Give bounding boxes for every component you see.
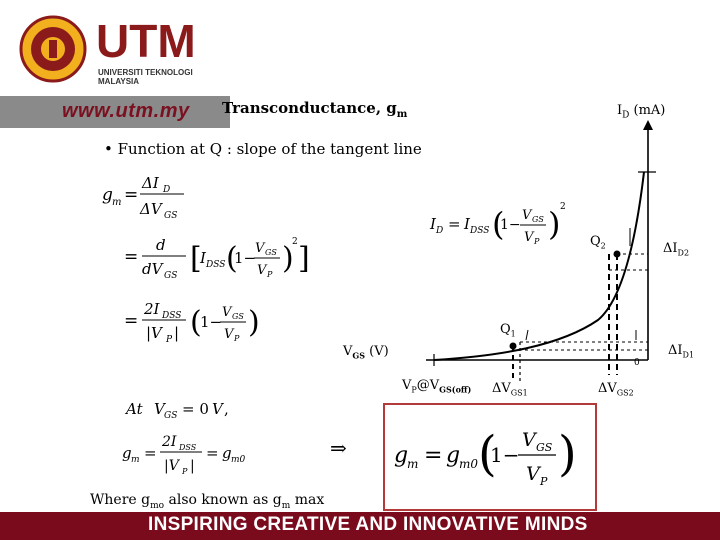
svg-text:V: V xyxy=(257,263,267,278)
svg-text:V: V xyxy=(255,241,265,256)
svg-text:m0: m0 xyxy=(459,457,479,471)
svg-text:dV: dV xyxy=(142,260,163,278)
svg-text:V: V xyxy=(522,429,536,451)
transfer-curve xyxy=(434,172,644,360)
svg-text:I: I xyxy=(430,215,436,233)
svg-text:m: m xyxy=(131,455,140,465)
delta-id2-label: $\Delta I_{D2}$ xyxy=(663,241,690,258)
svg-text:=: = xyxy=(424,443,443,468)
svg-text:): ) xyxy=(558,426,577,482)
transfer-curve-graph xyxy=(330,120,720,410)
svg-text:DSS: DSS xyxy=(162,311,182,321)
svg-text:(: ( xyxy=(478,426,497,482)
svg-text:= 0: = 0 xyxy=(182,400,209,418)
svg-text:P: P xyxy=(267,270,273,279)
svg-text:|V: |V xyxy=(164,458,179,474)
x-axis-label: $V_{GS}$ (V) xyxy=(343,344,389,361)
svg-text:m: m xyxy=(407,457,419,471)
website-text: www.utm.my xyxy=(62,100,190,122)
svg-text:V: V xyxy=(222,305,232,320)
gm-final-equation xyxy=(390,412,590,502)
q2-label: $Q_2$ xyxy=(590,234,606,251)
svg-text:V: V xyxy=(524,230,534,245)
svg-text:GS: GS xyxy=(536,441,553,454)
svg-text:DSS: DSS xyxy=(470,226,490,236)
svg-text:I: I xyxy=(464,215,470,233)
svg-text:GS: GS xyxy=(265,248,277,257)
footer-slogan: INSPIRING CREATIVE AND INNOVATIVE MINDS xyxy=(148,514,588,535)
svg-text:]: ] xyxy=(298,241,310,276)
delta-id1-label: $\Delta I_{D1}$ xyxy=(668,343,695,360)
svg-text:): ) xyxy=(548,205,561,243)
svg-text:P: P xyxy=(534,237,540,246)
gm0-equations xyxy=(120,392,320,482)
svg-text:=: = xyxy=(124,311,139,331)
svg-text:V: V xyxy=(154,400,165,418)
svg-text:D: D xyxy=(163,185,171,195)
svg-text:g: g xyxy=(394,443,409,468)
svg-text:=: = xyxy=(448,215,461,233)
svg-text:(: ( xyxy=(190,305,202,340)
q1-label: $Q_1$ xyxy=(500,322,516,339)
svg-text:1−: 1− xyxy=(490,443,520,467)
svg-text:g: g xyxy=(446,443,461,468)
svg-text:=: = xyxy=(144,444,157,462)
svg-text:DSS: DSS xyxy=(179,443,197,452)
svg-text:m0: m0 xyxy=(231,455,246,465)
svg-text:GS: GS xyxy=(532,215,544,224)
svg-text:V: V xyxy=(522,208,532,223)
where-note: Where $g_{mo}$ also known as $g_m$ max xyxy=(90,492,325,511)
slide-title: Transconductance, $g_m$ xyxy=(222,99,408,120)
svg-text:2I: 2I xyxy=(144,300,160,318)
y-axis-arrow-icon xyxy=(643,120,653,130)
svg-text:D: D xyxy=(436,226,444,236)
delta-vgs2-label: $\Delta V_{GS2}$ xyxy=(598,381,634,398)
svg-text:|: | xyxy=(174,324,180,342)
delta-vgs1-label: $\Delta V_{GS1}$ xyxy=(492,381,528,398)
svg-text:): ) xyxy=(282,241,294,276)
svg-text:(: ( xyxy=(226,241,238,276)
utm-crest-icon xyxy=(18,14,88,84)
svg-text:[: [ xyxy=(190,241,202,276)
y-axis-label: $I_D$ (mA) xyxy=(617,103,666,121)
svg-text:I: I xyxy=(200,249,206,267)
svg-text:2I: 2I xyxy=(162,434,177,450)
origin-label: 0 xyxy=(634,358,640,368)
svg-text:P: P xyxy=(540,475,548,488)
svg-text:(: ( xyxy=(492,205,505,243)
svg-text:ΔI: ΔI xyxy=(142,174,159,192)
logo-wordmark: UTM xyxy=(96,15,196,67)
svg-text:g: g xyxy=(122,444,132,462)
svg-text:At: At xyxy=(126,400,143,418)
svg-text:GS: GS xyxy=(164,411,178,421)
svg-text:P: P xyxy=(182,467,188,476)
svg-text:=: = xyxy=(206,444,219,462)
vp-label: $V_P@V_{GS(off)}$ xyxy=(402,378,472,395)
svg-text:ΔV: ΔV xyxy=(140,200,162,218)
svg-text:GS: GS xyxy=(164,271,178,281)
svg-text:GS: GS xyxy=(164,211,178,221)
svg-text:g: g xyxy=(222,444,232,462)
svg-text:|V: |V xyxy=(146,324,162,342)
svg-text:1−: 1− xyxy=(500,217,521,233)
svg-text:): ) xyxy=(248,305,260,340)
svg-text:|: | xyxy=(190,458,195,474)
svg-text:g: g xyxy=(102,185,113,205)
svg-text:1−: 1− xyxy=(200,313,223,331)
svg-text:P: P xyxy=(234,334,240,343)
bullet-point: • Function at Q : slope of the tangent line xyxy=(104,140,422,158)
svg-text:m: m xyxy=(112,197,122,208)
gm-definition-equations xyxy=(100,170,320,350)
svg-text:V: V xyxy=(212,400,223,418)
implies-icon: ⇒ xyxy=(330,436,347,460)
svg-text:=: = xyxy=(124,185,139,205)
svg-text:=: = xyxy=(124,247,139,267)
svg-text:2: 2 xyxy=(292,237,298,247)
svg-text:d: d xyxy=(156,236,166,254)
svg-text:1−: 1− xyxy=(234,249,257,267)
svg-text:,: , xyxy=(224,400,229,418)
svg-text:GS: GS xyxy=(232,312,244,321)
svg-text:DSS: DSS xyxy=(206,260,226,270)
svg-text:2: 2 xyxy=(560,202,566,212)
svg-text:P: P xyxy=(166,335,173,345)
svg-text:V: V xyxy=(526,463,540,485)
svg-text:V: V xyxy=(224,327,234,342)
logo-subtitle: UNIVERSITI TEKNOLOGI MALAYSIA xyxy=(98,68,193,86)
utm-logo xyxy=(18,14,218,84)
